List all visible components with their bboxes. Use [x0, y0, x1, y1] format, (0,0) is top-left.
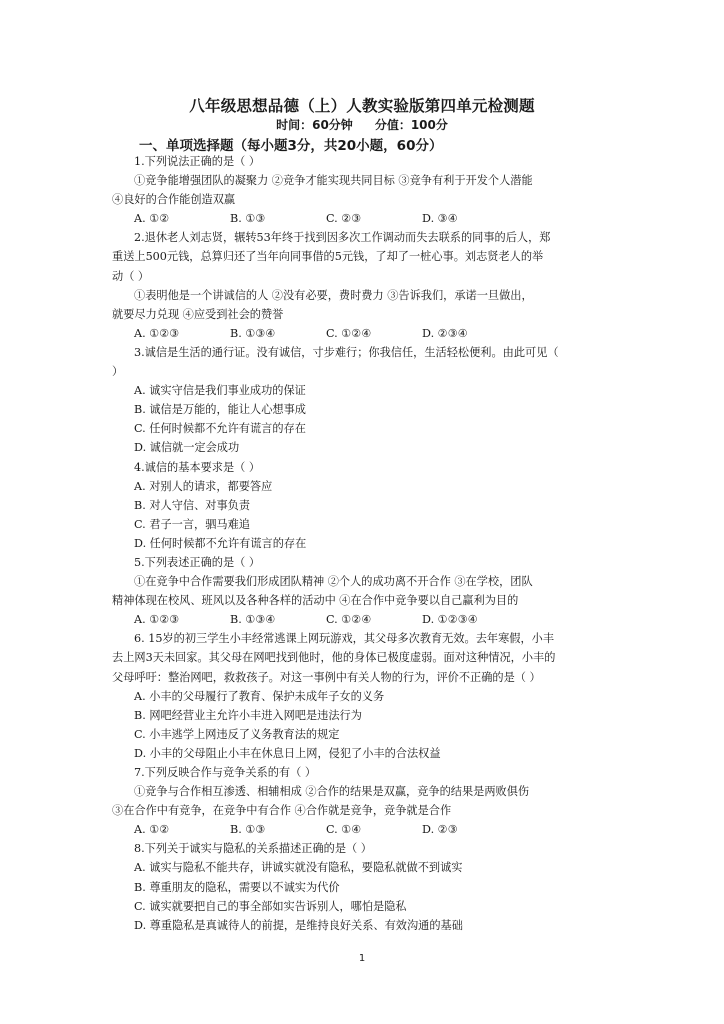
option-a: A. ①②	[134, 212, 170, 226]
option-a: A. ①②③	[134, 613, 180, 627]
question-list	[112, 152, 627, 935]
question-3-option-d: D. 诚信就一定会成功	[134, 441, 240, 455]
question-4-option-d: D. 任何时候都不允许有谎言的存在	[134, 536, 307, 550]
question-2-statements-cont: 就要尽力兑现 ④应受到社会的赞誉	[112, 307, 284, 321]
section-heading: 一、单项选择题（每小题3分，共20小题，60分）	[139, 138, 443, 154]
question-6-option-d: D. 小丰的父母阻止小丰在休息日上网，侵犯了小丰的合法权益	[134, 746, 441, 760]
question-6-stem: 6. 15岁的初三学生小丰经常逃课上网玩游戏，其父母多次教育无效。去年寒假，小丰	[134, 632, 555, 646]
question-6-stem-cont: 去上网3天未回家。其父母在网吧找到他时，他的身体已极度虚弱。面对这种情况，小丰的	[112, 651, 556, 665]
question-2-stem-cont: 重送上500元钱，总算归还了当年向同事借的5元钱，了却了一桩心事。刘志贤老人的举	[112, 250, 544, 264]
option-a: A. ①②	[134, 823, 170, 837]
option-b: B. ①③	[230, 823, 266, 837]
option-a: A. ①②③	[134, 326, 180, 340]
question-7-options	[112, 820, 627, 839]
option-c: C. ①②④	[326, 326, 372, 340]
option-d: D. ②③	[422, 823, 458, 837]
question-5-statements: ①在竞争中合作需要我们形成团队精神 ②个人的成功离不开合作 ③在学校，团队	[134, 575, 533, 589]
option-c: C. ①④	[326, 823, 362, 837]
question-1-statements: ①竞争能增强团队的凝聚力 ②竞争才能实现共同目标 ③竞争有利于开发个人潜能	[134, 174, 533, 188]
question-8-stem: 8.下列关于诚实与隐私的关系描述正确的是（ ）	[134, 842, 372, 856]
option-b: B. ①③④	[230, 613, 276, 627]
question-6-stem-end: 父母呼吁：整治网吧，救救孩子。对这一事例中有关人物的行为，评价不正确的是（ ）	[112, 670, 541, 684]
question-2-stem-end: 动（ ）	[112, 269, 150, 283]
question-1-stem: 1.下列说法正确的是（ ）	[134, 155, 261, 168]
question-4-option-a: A. 对别人的请求，都要答应	[134, 479, 273, 493]
question-7-stem: 7.下列反映合作与竞争关系的有（ ）	[134, 766, 317, 779]
question-5-options	[112, 610, 627, 629]
question-7-statements-cont: ③在合作中有竞争，在竞争中有合作 ④合作就是竞争，竞争就是合作	[112, 804, 452, 818]
question-5-stem: 5.下列表述正确的是（ ）	[134, 555, 261, 569]
page-number: 1	[358, 953, 366, 964]
total-score: 分值：100分	[374, 118, 448, 132]
question-2-options	[112, 324, 627, 343]
question-1-options	[112, 209, 627, 228]
question-2-statements: ①表明他是一个讲诚信的人 ②没有必要，费时费力 ③告诉我们，承诺一旦做出，	[134, 288, 533, 302]
option-b: B. ①③④	[230, 326, 276, 340]
time-limit: 时间：60分钟	[276, 118, 353, 132]
question-3-stem-end: ）	[112, 365, 124, 379]
option-d: D. ②③④	[422, 326, 468, 340]
question-4-option-b: B. 对人守信、对事负责	[134, 498, 251, 512]
question-8-option-b: B. 尊重朋友的隐私，需要以不诚实为代价	[134, 880, 340, 894]
question-8-option-a: A. 诚实与隐私不能共存，讲诚实就没有隐私，要隐私就做不到诚实	[134, 861, 463, 875]
option-c: C. ①②④	[326, 613, 372, 627]
question-1-statements-cont: ④良好的合作能创造双赢	[112, 193, 236, 207]
question-6-option-c: C. 小丰逃学上网违反了义务教育法的规定	[134, 727, 340, 741]
question-6-option-b: B. 网吧经营业主允许小丰进入网吧是违法行为	[134, 708, 362, 722]
document-title: 八年级思想品德（上）人教实验版第四单元检测题	[189, 97, 535, 115]
exam-meta	[0, 116, 724, 133]
question-2-stem: 2.退休老人刘志贤，辗转53年终于找到因多次工作调动而失去联系的同事的后人，郑	[134, 231, 551, 245]
option-c: C. ②③	[326, 212, 362, 226]
question-6-option-a: A. 小丰的父母履行了教育、保护未成年子女的义务	[134, 689, 385, 703]
question-4-stem: 4.诚信的基本要求是（ ）	[134, 460, 261, 474]
option-d: D. ①②③④	[422, 613, 478, 627]
question-3-option-a: A. 诚实守信是我们事业成功的保证	[134, 384, 306, 398]
question-8-option-c: C. 诚实就要把自己的事全部如实告诉别人，哪怕是隐私	[134, 899, 407, 913]
question-3-option-c: C. 任何时候都不允许有谎言的存在	[134, 422, 306, 436]
question-5-statements-cont: 精神体现在校风、班风以及各种各样的活动中 ④在合作中竞争要以自己赢利为目的	[112, 594, 519, 608]
option-b: B. ①③	[230, 212, 266, 226]
question-3-stem: 3.诚信是生活的通行证。没有诚信，寸步难行；你我信任，生活轻松便利。由此可见（	[134, 345, 559, 359]
question-3-option-b: B. 诚信是万能的，能让人心想事成	[134, 403, 306, 417]
question-8-option-d: D. 尊重隐私是真诚待人的前提，是维持良好关系、有效沟通的基础	[134, 918, 463, 932]
question-4-option-c: C. 君子一言，驷马难追	[134, 517, 250, 531]
option-d: D. ③④	[422, 212, 458, 226]
question-7-statements: ①竞争与合作相互渗透、相辅相成 ②合作的结果是双赢，竞争的结果是两败俱伤	[134, 785, 530, 799]
